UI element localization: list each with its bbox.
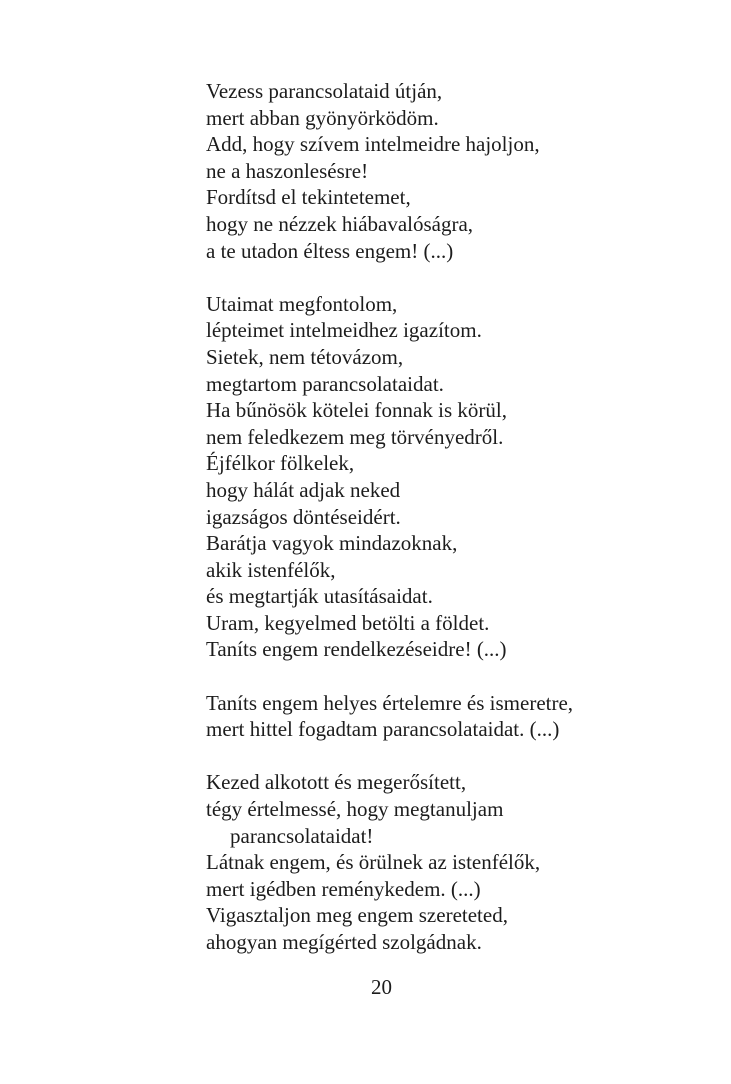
- poem-line: akik istenfélők,: [206, 557, 336, 582]
- poem-line: ne a haszonlesésre!: [206, 158, 369, 183]
- poem-line: Uram, kegyelmed betölti a földet.: [206, 610, 490, 635]
- stanza: [206, 291, 686, 663]
- poem-line: mert abban gyönyörködöm.: [206, 105, 439, 130]
- poem-line: Sietek, nem tétovázom,: [206, 344, 404, 369]
- poem-line: hogy hálát adjak neked: [206, 477, 401, 502]
- poem-line: Éjfélkor fölkelek,: [206, 451, 355, 476]
- poem-line: igazságos döntéseidért.: [206, 504, 401, 529]
- poem-line: ahogyan megígérted szolgádnak.: [206, 930, 482, 954]
- poem-line: tégy értelmessé, hogy megtanuljam: [206, 797, 504, 822]
- poem-line: és megtartják utasításaidat.: [206, 584, 433, 609]
- poem-line: parancsolataidat!: [230, 823, 374, 848]
- page-number: 20: [371, 975, 392, 999]
- poem-line: Add, hogy szívem intelmeidre hajoljon,: [206, 132, 540, 157]
- poem-line: a te utadon éltess engem! (...): [206, 238, 454, 263]
- poem-line: Vezess parancsolataid útján,: [206, 79, 443, 103]
- poem-line: Vigasztaljon meg engem szereteted,: [206, 903, 508, 928]
- poem-line: Fordítsd el tekintetemet,: [206, 185, 411, 210]
- poem-line: Kezed alkotott és megerősített,: [206, 770, 467, 795]
- poem-line: Barátja vagyok mindazoknak,: [206, 531, 458, 556]
- poem-line: mert hittel fogadtam parancsolataidat. (...): [206, 717, 560, 742]
- poem-line: Taníts engem rendelkezéseidre! (...): [206, 637, 507, 662]
- stanza: [206, 78, 686, 264]
- poem-line: Látnak engem, és örülnek az istenfélők,: [206, 850, 541, 875]
- poem-line: hogy ne nézzek hiábavalóságra,: [206, 211, 474, 236]
- stanza: [206, 690, 686, 743]
- poem-line: Ha bűnösök kötelei fonnak is körül,: [206, 398, 507, 423]
- poem-line: Taníts engem helyes értelemre és ismeretre,: [206, 690, 574, 715]
- poem-line: nem feledkezem meg törvényedről.: [206, 424, 504, 449]
- poem-text: [206, 78, 686, 982]
- poem-line: lépteimet intelmeidhez igazítom.: [206, 318, 482, 343]
- poem-line: Utaimat megfontolom,: [206, 291, 398, 316]
- stanza: [206, 769, 686, 955]
- poem-line: megtartom parancsolataidat.: [206, 371, 444, 396]
- poem-line: mert igédben reménykedem. (...): [206, 876, 481, 901]
